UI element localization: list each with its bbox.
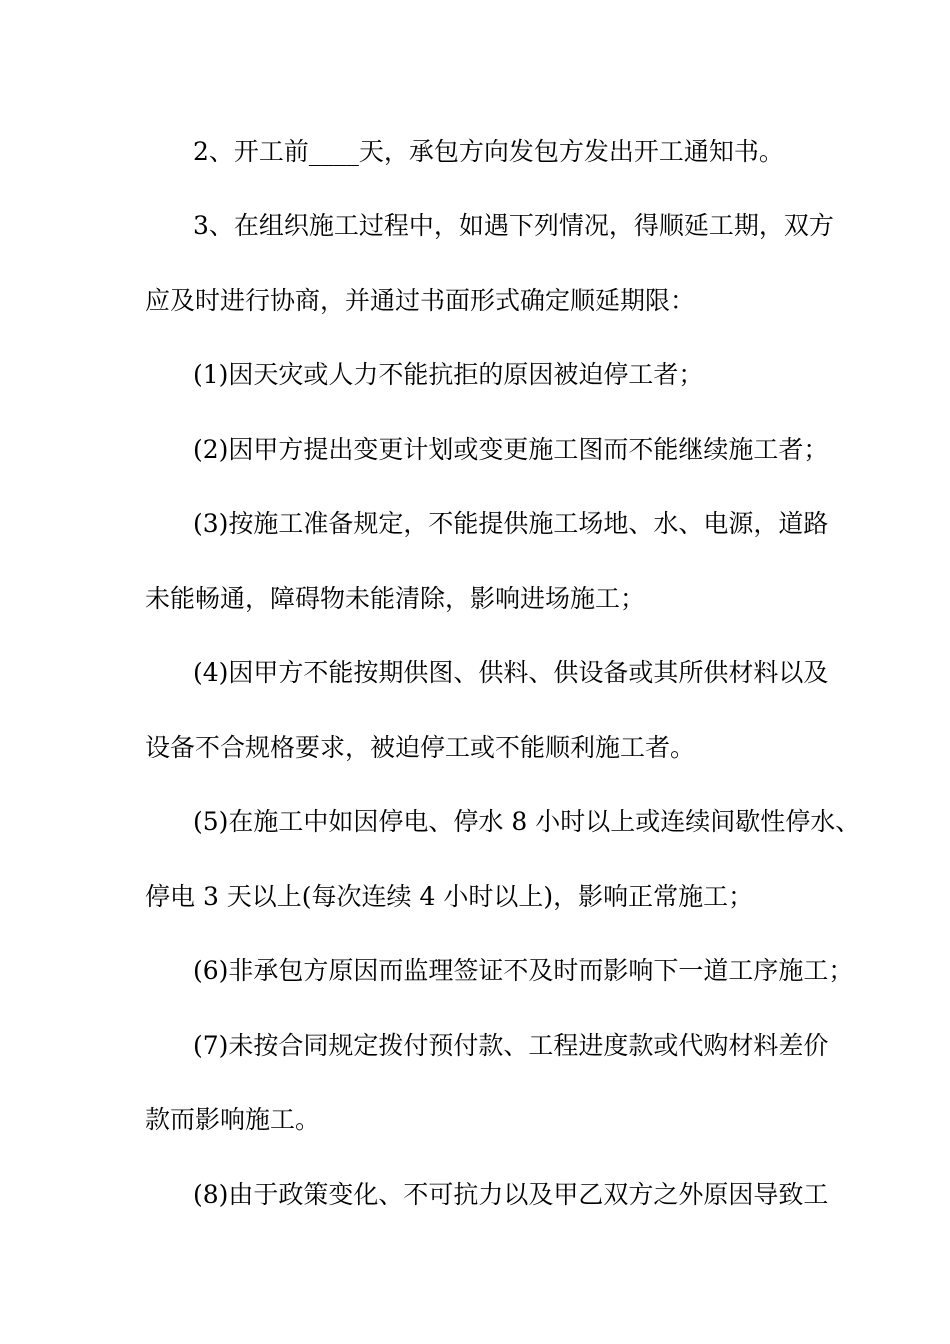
paragraph-line: 停电 3 天以上(每次连续 4 小时以上)，影响正常施工； [145, 882, 754, 911]
paragraph-line: (5)在施工中如因停电、停水 8 小时以上或连续间歇性停水、 [193, 807, 861, 836]
paragraph-line: 3、在组织施工过程中，如遇下列情况，得顺延工期，双方 [193, 211, 834, 240]
paragraph-line: (8)由于政策变化、不可抗力以及甲乙双方之外原因导致工 [193, 1180, 829, 1209]
paragraph-line: 设备不合规格要求，被迫停工或不能顺利施工者。 [145, 733, 696, 762]
paragraph-line: (7)未按合同规定拨付预付款、工程进度款或代购材料差价 [193, 1031, 829, 1060]
paragraph-line: 应及时进行协商，并通过书面形式确定顺延期限： [145, 286, 696, 315]
paragraph-line: 2、开工前____天，承包方向发包方发出开工通知书。 [193, 137, 784, 166]
paragraph-line: 款而影响施工。 [145, 1105, 321, 1134]
paragraph-line: (3)按施工准备规定，不能提供施工场地、水、电源，道路 [193, 509, 829, 538]
paragraph-line: (4)因甲方不能按期供图、供料、供设备或其所供材料以及 [193, 658, 829, 687]
paragraph-line: (1)因天灾或人力不能抗拒的原因被迫停工者； [193, 360, 704, 389]
paragraph-line: 未能畅通，障碍物未能清除，影响进场施工； [145, 584, 646, 613]
paragraph-line: (6)非承包方原因而监理签证不及时而影响下一道工序施工； [193, 956, 854, 985]
paragraph-line: (2)因甲方提出变更计划或变更施工图而不能继续施工者； [193, 435, 829, 464]
